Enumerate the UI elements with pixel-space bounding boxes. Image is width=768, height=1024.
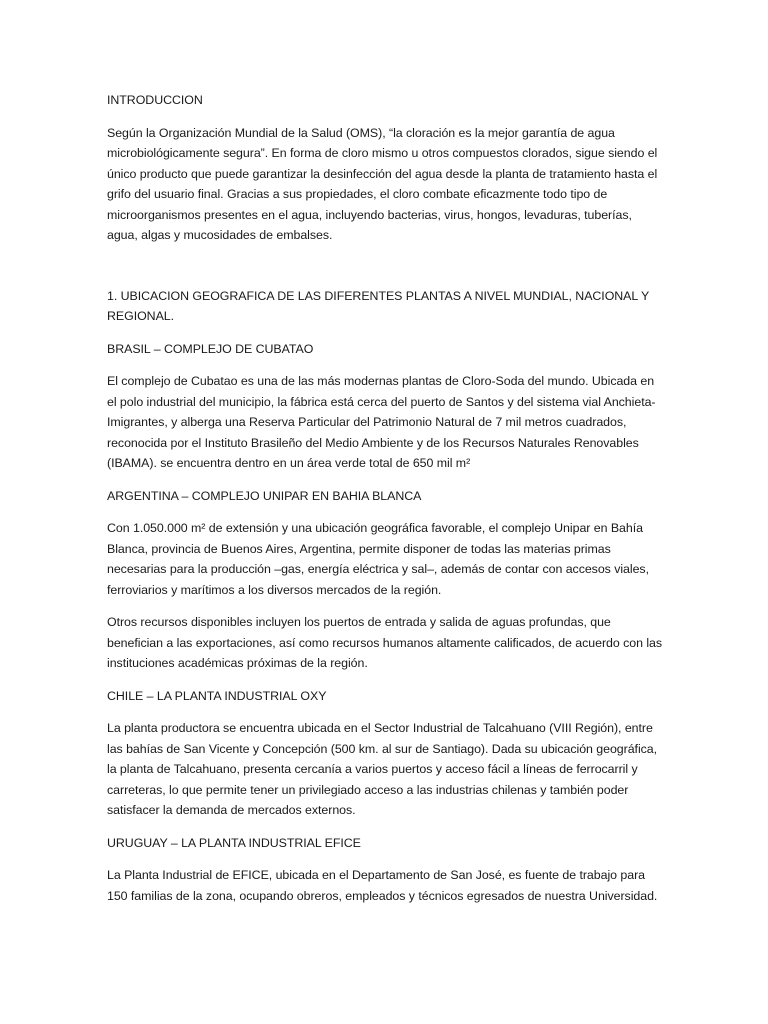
chile-title: CHILE – LA PLANTA INDUSTRIAL OXY — [107, 688, 327, 703]
uruguay-title: URUGUAY – LA PLANTA INDUSTRIAL EFICE — [107, 835, 361, 850]
chile-paragraph: La planta productora se encuentra ubicada en el Sector Industrial de Talcahuano (VIII Región), entre las bahías de San Vicente y Concepción (500 km. al sur de Santiago). Dada su ubicación geográfica, la planta de Talcahuano, presenta cercanía a varios puertos y acceso fácil a líneas de ferrocarril y carreteras, lo que permite tener un privilegiado acceso a las industrias chilenas y también poder satisfacer la demanda de mercados externos. — [107, 721, 658, 817]
argentina-paragraph-1: Con 1.050.000 m² de extensión y una ubicación geográfica favorable, el complejo Unipar en Bahía Blanca, provincia de Buenos Aires, Argentina, permite disponer de todas las materias primas necesarias para la producción –gas, energía eléctrica y sal–, además de contar con accesos viales, ferroviarios y marítimos a los diversos mercados de la región. — [107, 521, 649, 597]
intro-title: INTRODUCCION — [107, 93, 203, 107]
section-1-title: 1. UBICACION GEOGRAFICA DE LAS DIFERENTES PLANTAS A NIVEL MUNDIAL, NACIONAL Y REGIONAL. — [107, 288, 649, 323]
argentina-paragraph-2: Otros recursos disponibles incluyen los puertos de entrada y salida de aguas profundas, que benefician a las exportaciones, así como recursos humanos altamente calificados, de acuerdo con las instituciones académicas próximas de la región. — [107, 615, 663, 670]
brasil-title: BRASIL – COMPLEJO DE CUBATAO — [107, 341, 314, 356]
uruguay-paragraph: La Planta Industrial de EFICE, ubicada en el Departamento de San José, es fuente de trabajo para 150 familias de la zona, ocupando obreros, empleados y técnicos egresados de nuestra Universidad. — [107, 868, 658, 903]
intro-paragraph: Según la Organización Mundial de la Salud (OMS), “la cloración es la mejor garantía de agua microbiológicamente segura”. En forma de cloro mismo u otros compuestos clorados, sigue siendo el único producto que puede garantizar la desinfección del agua desde la planta de tratamiento hasta el grifo del usuario final. Gracias a sus propiedades, el cloro combate eficazmente todo tipo de microorganismos presentes en el agua, incluyendo bacterias, virus, hongos, levaduras, tuberías, agua, algas y mucosidades de embalses. — [107, 125, 658, 242]
argentina-title: ARGENTINA – COMPLEJO UNIPAR EN BAHIA BLANCA — [107, 488, 422, 503]
brasil-paragraph: El complejo de Cubatao es una de las más modernas plantas de Cloro-Soda del mundo. Ubicada en el polo industrial del municipio, la fábrica está cerca del puerto de Santos y del sistema vial Anchieta-Imigrantes, y alberga una Reserva Particular del Patrimonio Natural de 7 mil metros cuadrados, reconocida por el Instituto Brasileño del Medio Ambiente y de los Recursos Naturales Renovables (IBAMA). se encuentra dentro en un área verde total de 650 mil m² — [107, 374, 656, 470]
